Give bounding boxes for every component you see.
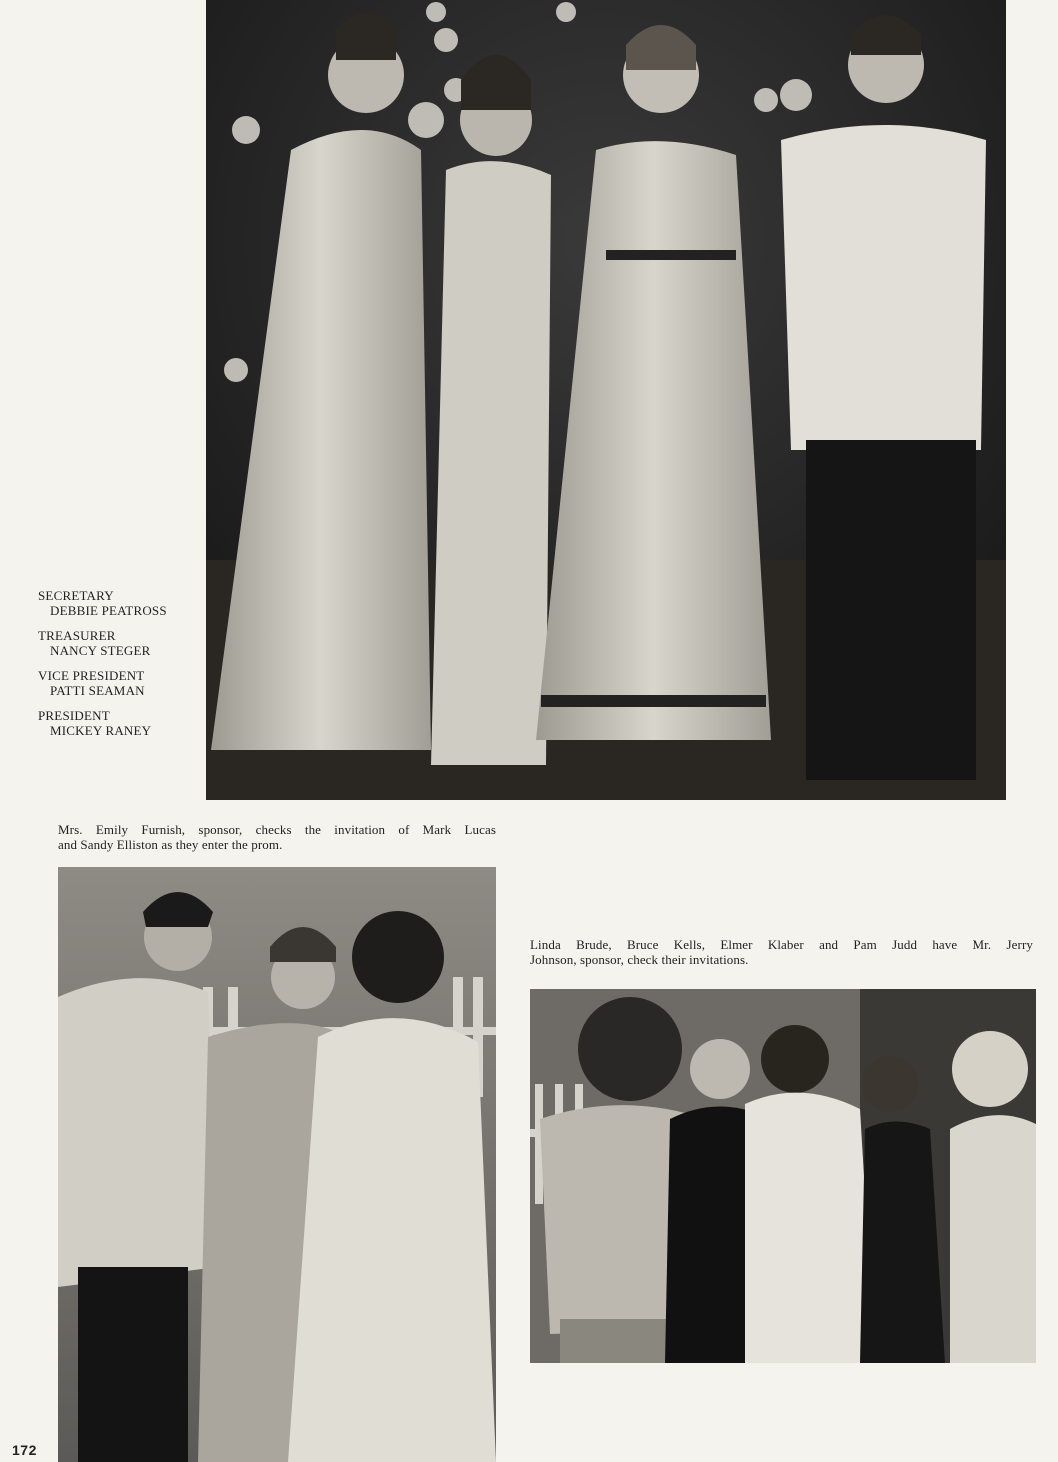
officer-name: DEBBIE PEATROSS <box>50 603 167 618</box>
sponsor-johnson-photo <box>530 989 1036 1363</box>
officer-vice-president <box>38 668 198 698</box>
caption-furnish <box>58 822 496 852</box>
caption-johnson <box>530 937 1033 967</box>
officer-secretary <box>38 588 198 618</box>
sponsor-furnish-photo <box>58 867 496 1462</box>
officer-name: PATTI SEAMAN <box>50 683 145 698</box>
officer-role: VICE PRESIDENT <box>38 668 145 683</box>
officer-president <box>38 708 198 738</box>
caption-line: Mrs. Emily Furnish, sponsor, checks the invitation of Mark Lucas <box>58 822 496 837</box>
caption-line: Johnson, sponsor, check their invitations. <box>530 952 749 967</box>
officer-treasurer <box>38 628 198 658</box>
officer-list <box>38 588 198 748</box>
officer-name: MICKEY RANEY <box>50 723 152 738</box>
officer-role: TREASURER <box>38 628 116 643</box>
officer-role: PRESIDENT <box>38 708 110 723</box>
caption-line: and Sandy Elliston as they enter the prom. <box>58 837 283 852</box>
officer-role: SECRETARY <box>38 588 114 603</box>
officers-photo <box>206 0 1006 800</box>
caption-line: Linda Brude, Bruce Kells, Elmer Klaber and Pam Judd have Mr. Jerry <box>530 937 1033 952</box>
officer-name: NANCY STEGER <box>50 643 151 658</box>
page-number: 172 <box>12 1442 37 1458</box>
